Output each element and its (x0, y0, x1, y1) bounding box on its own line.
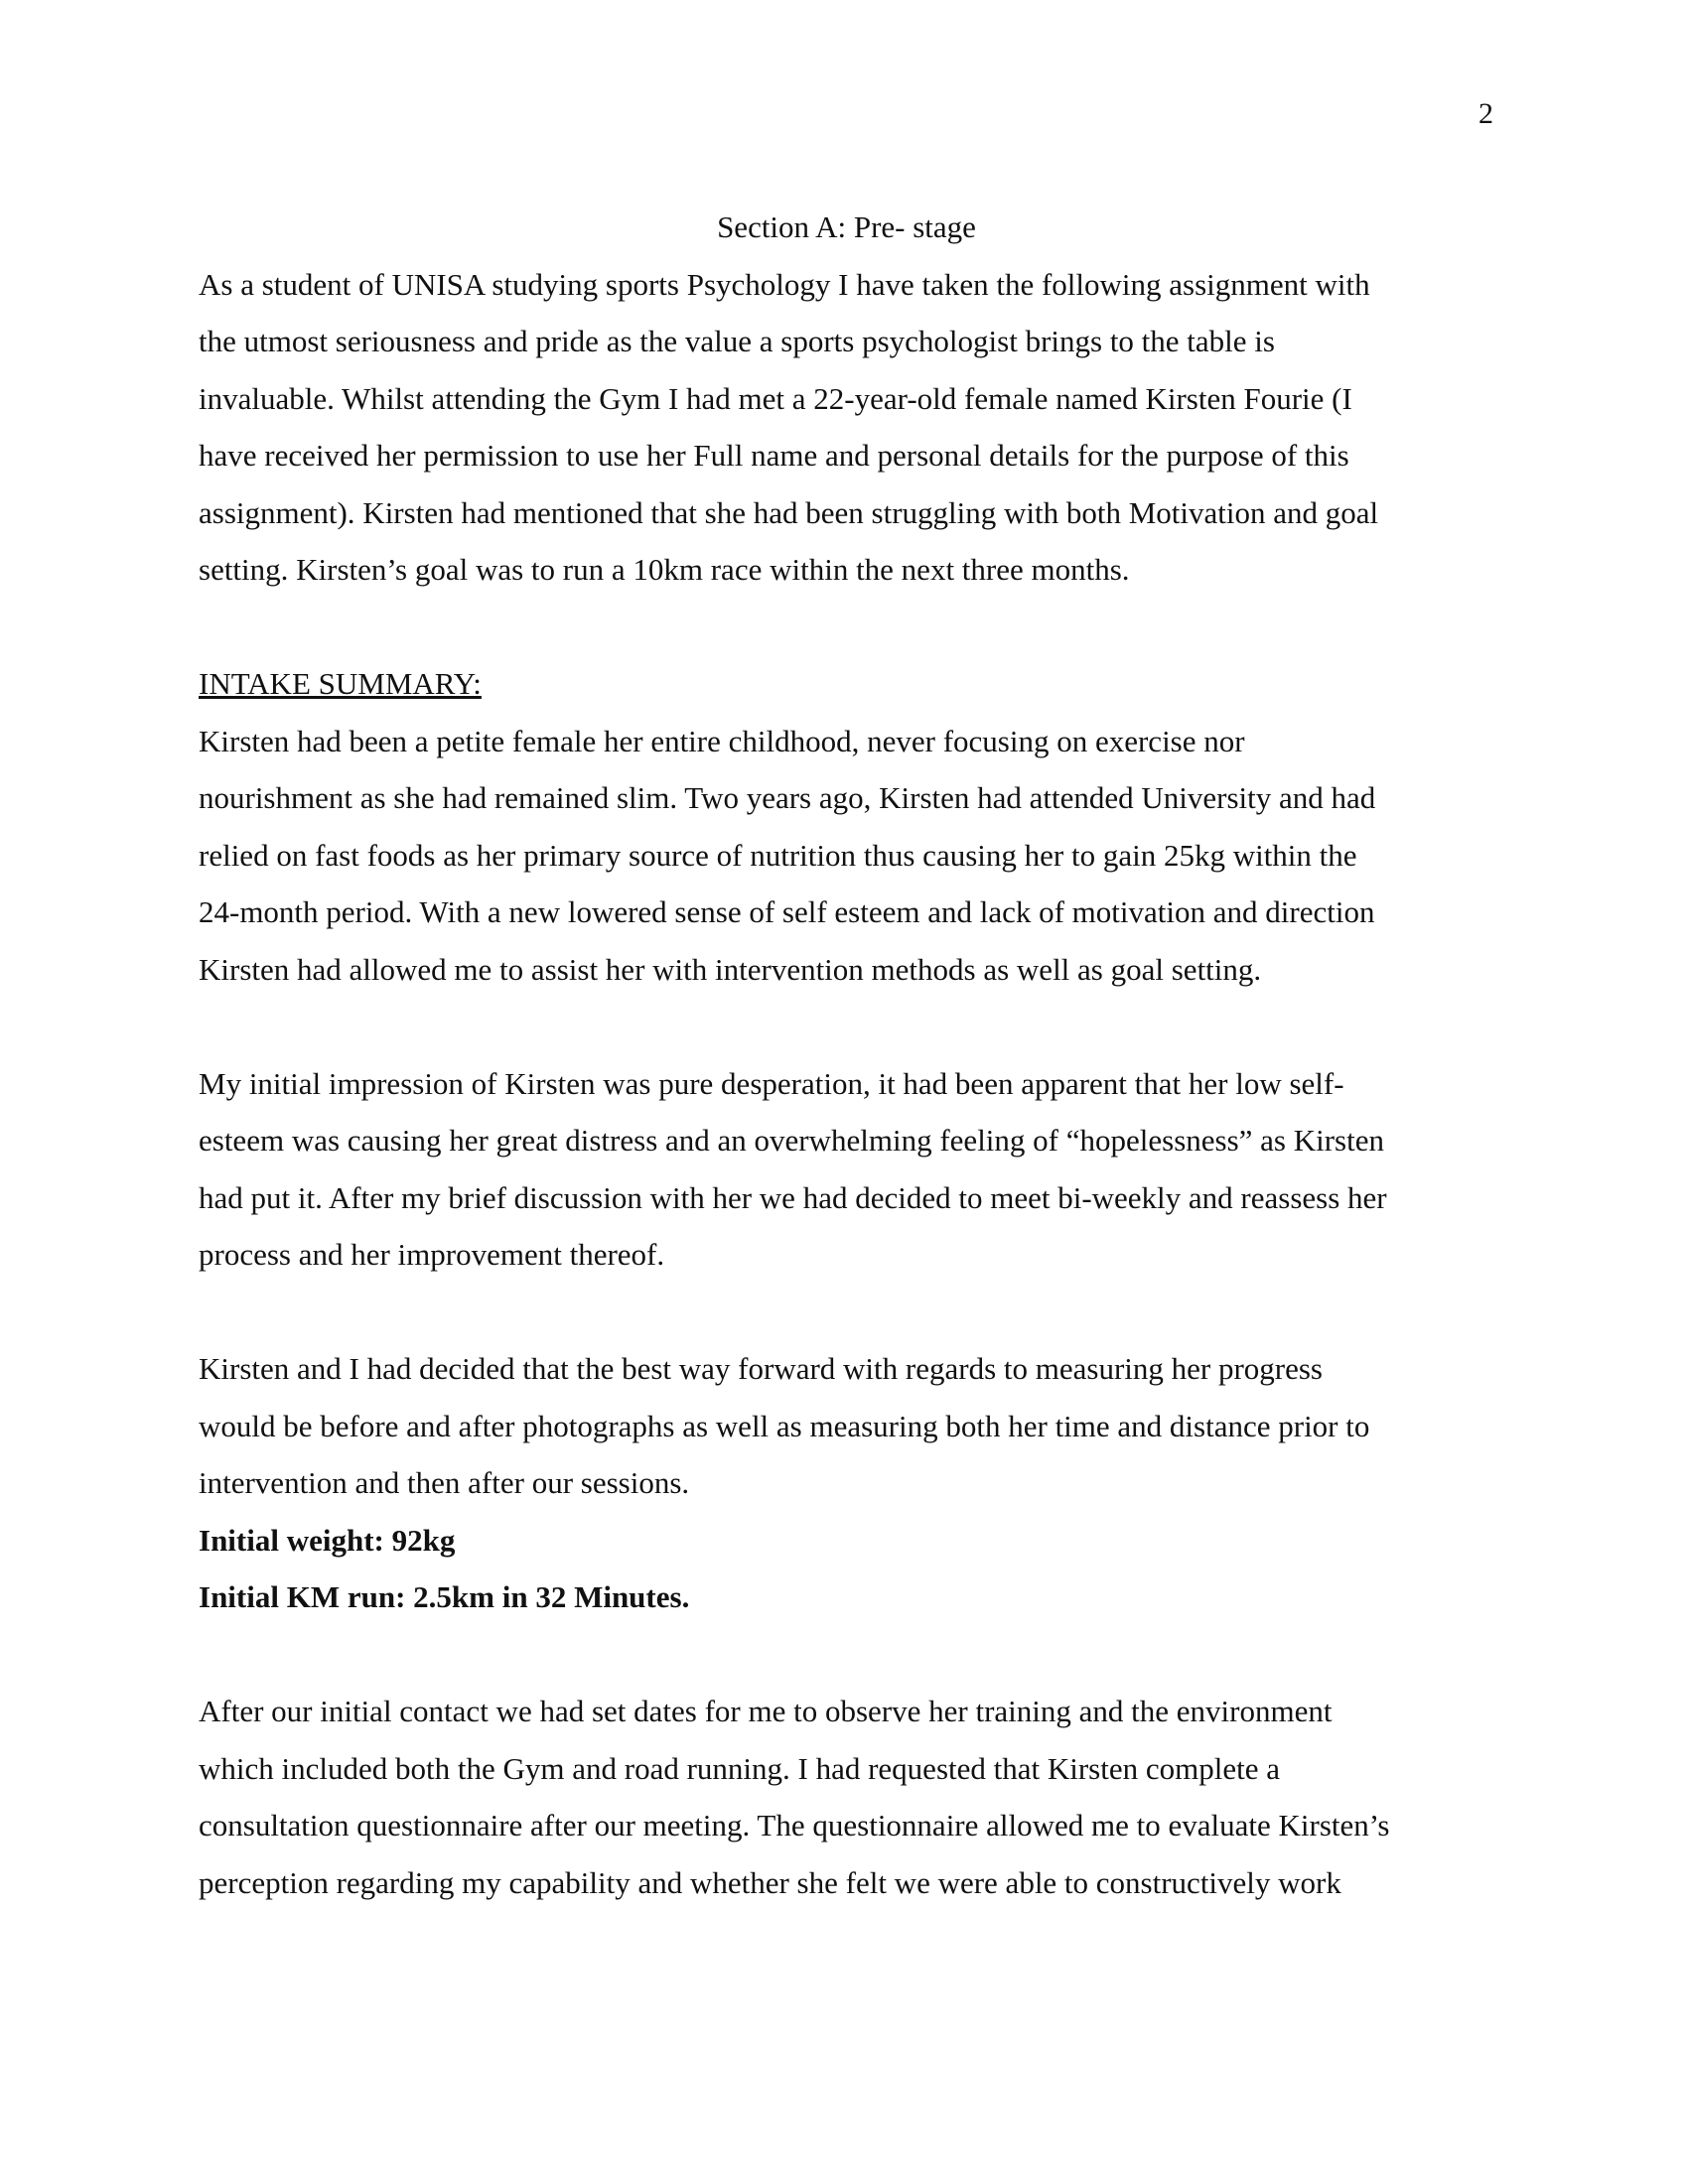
text-line: Kirsten had been a petite female her entire childhood, never focusing on exercise nor (199, 723, 1245, 758)
intro-paragraph (199, 256, 1494, 599)
paragraph-spacer (199, 998, 1494, 1055)
text-line: had put it. After my brief discussion with her we had decided to meet bi-weekly and reassess her (199, 1179, 1387, 1215)
text-line: would be before and after photographs as well as measuring both her time and distance prior to (199, 1408, 1370, 1443)
text-line: My initial impression of Kirsten was pure desperation, it had been apparent that her low self- (199, 1065, 1344, 1101)
text-line: nourishment as she had remained slim. Two years ago, Kirsten had attended University and had (199, 780, 1376, 815)
text-line: As a student of UNISA studying sports Psychology I have taken the following assignment with (199, 266, 1370, 302)
page-number: 2 (1478, 97, 1493, 130)
text-line: After our initial contact we had set dates for me to observe her training and the environment (199, 1694, 1333, 1728)
text-line: assignment). Kirsten had mentioned that she had been struggling with both Motivation and goal (199, 494, 1379, 530)
text-line: esteem was causing her great distress and an overwhelming feeling of “hopelessness” as Kirsten (199, 1123, 1384, 1158)
paragraph-spacer (199, 1284, 1494, 1341)
text-line: process and her improvement thereof. (199, 1237, 665, 1272)
text-line: perception regarding my capability and whether she felt we were able to constructively work (199, 1864, 1341, 1900)
text-line: Kirsten had allowed me to assist her with intervention methods as well as goal setting. (199, 951, 1262, 987)
text-line: consultation questionnaire after our meeting. The questionnaire allowed me to evaluate Kirsten’s (199, 1808, 1390, 1843)
initial-weight: Initial weight: 92kg (199, 1522, 456, 1558)
contact-paragraph (199, 1683, 1494, 1911)
text-line: Kirsten and I had decided that the best way forward with regards to measuring her progress (199, 1351, 1323, 1386)
impression-paragraph (199, 1055, 1494, 1284)
text-line: have received her permission to use her Full name and personal details for the purpose of this (199, 438, 1349, 473)
intake-paragraph (199, 713, 1494, 999)
document-body (199, 199, 1494, 1911)
text-line: invaluable. Whilst attending the Gym I had met a 22-year-old female named Kirsten Fourie (I (199, 380, 1352, 416)
text-line: relied on fast foods as her primary source of nutrition thus causing her to gain 25kg within the (199, 837, 1357, 873)
text-line: the utmost seriousness and pride as the value a sports psychologist brings to the table is (199, 324, 1275, 358)
section-title: Section A: Pre- stage (717, 209, 976, 244)
text-line: setting. Kirsten’s goal was to run a 10km race within the next three months. (199, 552, 1130, 587)
intake-summary-heading: INTAKE SUMMARY: (199, 666, 482, 701)
paragraph-spacer (199, 1626, 1494, 1684)
text-line: which included both the Gym and road running. I had requested that Kirsten complete a (199, 1750, 1280, 1786)
text-line: intervention and then after our sessions. (199, 1465, 690, 1500)
initial-run: Initial KM run: 2.5km in 32 Minutes. (199, 1579, 690, 1614)
progress-paragraph (199, 1340, 1494, 1626)
text-line: 24-month period. With a new lowered sense of self esteem and lack of motivation and direction (199, 894, 1375, 929)
paragraph-spacer (199, 599, 1494, 656)
